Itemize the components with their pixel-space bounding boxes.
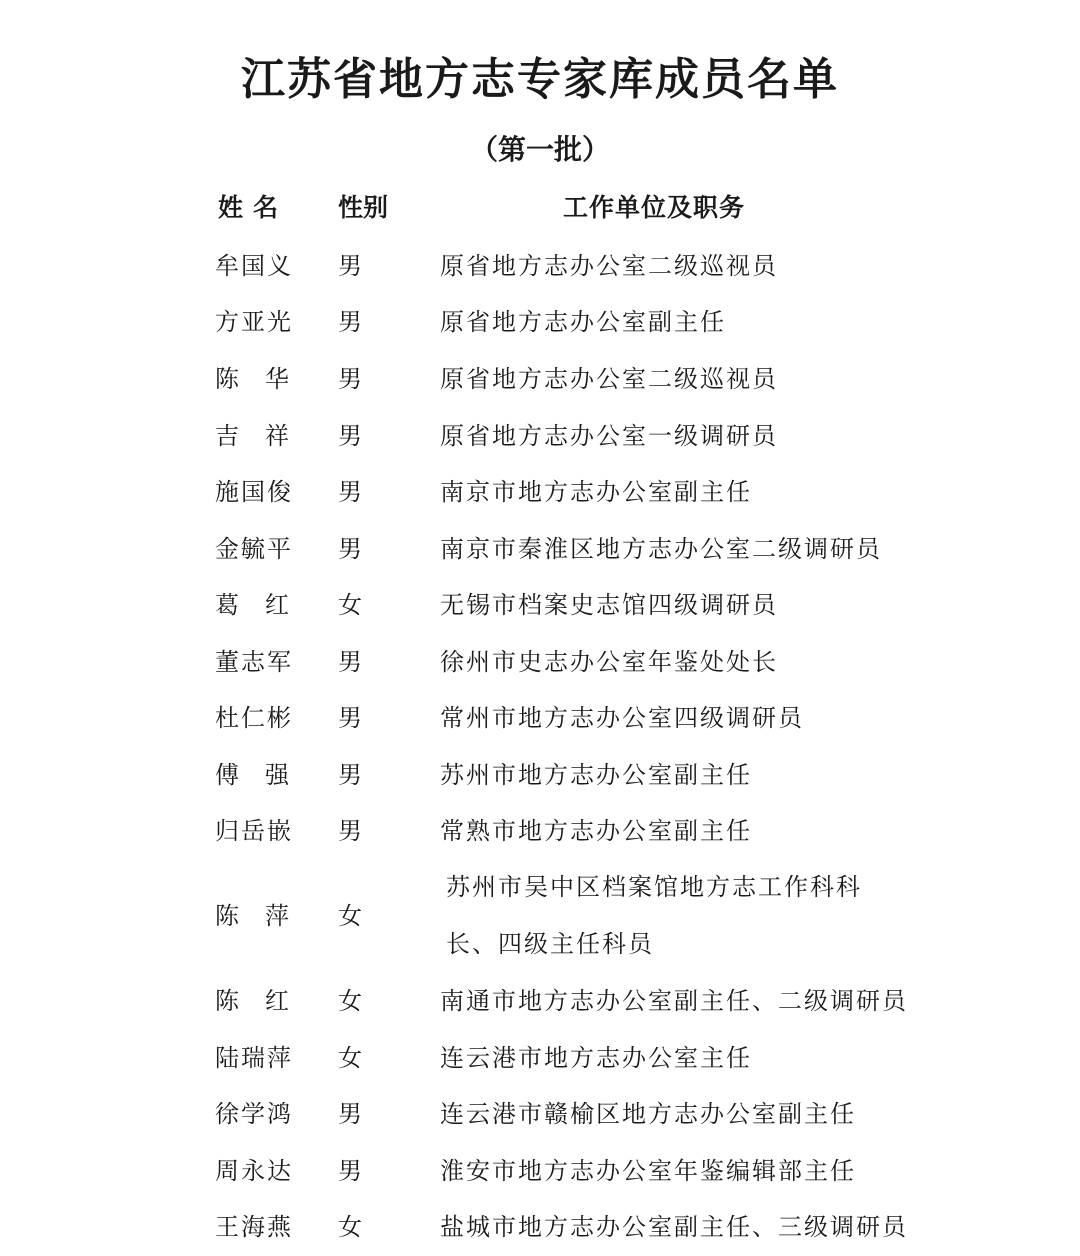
table-row: [0, 850, 1080, 964]
member-name: 王海燕: [215, 1213, 293, 1241]
member-name: 牟国义: [215, 252, 293, 280]
member-gender: 男: [338, 1100, 362, 1128]
member-gender: 男: [338, 817, 362, 845]
member-position: 原省地方志办公室二级巡视员: [440, 365, 778, 393]
member-name: 吉祥: [215, 422, 315, 450]
member-position: 原省地方志办公室一级调研员: [440, 422, 778, 450]
member-name: 董志军: [215, 648, 293, 676]
column-header-gender: 性别: [338, 193, 389, 222]
member-name: 周永达: [215, 1157, 293, 1185]
member-name: 陆瑞萍: [215, 1044, 293, 1072]
member-name: 归岳嵌: [215, 817, 293, 845]
member-gender: 男: [338, 704, 362, 732]
member-gender: 男: [338, 761, 362, 789]
member-gender: 女: [338, 987, 362, 1015]
member-name: 陈萍: [215, 902, 315, 930]
member-position: 盐城市地方志办公室副主任、三级调研员: [440, 1213, 908, 1241]
member-position: 连云港市赣榆区地方志办公室副主任: [440, 1100, 856, 1128]
member-gender: 女: [338, 591, 362, 619]
member-position: 连云港市地方志办公室主任: [440, 1044, 752, 1072]
member-position: 苏州市吴中区档案馆地方志工作科科长、四级主任科员: [446, 873, 862, 958]
member-position: 南京市秦淮区地方志办公室二级调研员: [440, 535, 882, 563]
member-gender: 女: [338, 902, 362, 930]
member-name: 方亚光: [215, 308, 293, 336]
member-name: 徐学鸿: [215, 1100, 293, 1128]
member-gender: 女: [338, 1044, 362, 1072]
member-name: 陈华: [215, 365, 315, 393]
member-gender: 男: [338, 1157, 362, 1185]
member-position: 徐州市史志办公室年鉴处处长: [440, 648, 778, 676]
member-position: 无锡市档案史志馆四级调研员: [440, 591, 778, 619]
member-position: 常熟市地方志办公室副主任: [440, 817, 752, 845]
member-position: 苏州市地方志办公室副主任: [440, 761, 752, 789]
member-gender: 男: [338, 252, 362, 280]
member-name: 金毓平: [215, 535, 293, 563]
member-name: 陈红: [215, 987, 315, 1015]
member-position: 原省地方志办公室副主任: [440, 308, 726, 336]
member-gender: 男: [338, 422, 362, 450]
document-title: 江苏省地方志专家库成员名单: [241, 54, 839, 105]
member-name: 傅强: [215, 761, 315, 789]
member-gender: 男: [338, 478, 362, 506]
member-gender: 男: [338, 365, 362, 393]
column-header-position: 工作单位及职务: [563, 193, 746, 222]
member-name: 杜仁彬: [215, 704, 293, 732]
column-header-name: 姓名: [218, 193, 289, 222]
member-gender: 男: [338, 308, 362, 336]
member-gender: 男: [338, 648, 362, 676]
member-name: 施国俊: [215, 478, 293, 506]
member-position: 原省地方志办公室二级巡视员: [440, 252, 778, 280]
member-position: 南通市地方志办公室副主任、二级调研员: [440, 987, 908, 1015]
member-position: 南京市地方志办公室副主任: [440, 478, 752, 506]
member-name: 葛红: [215, 591, 315, 619]
document-subtitle: （第一批）: [469, 133, 610, 166]
member-position: 常州市地方志办公室四级调研员: [440, 704, 804, 732]
member-gender: 女: [338, 1213, 362, 1241]
member-position: 淮安市地方志办公室年鉴编辑部主任: [440, 1157, 856, 1185]
member-gender: 男: [338, 535, 362, 563]
